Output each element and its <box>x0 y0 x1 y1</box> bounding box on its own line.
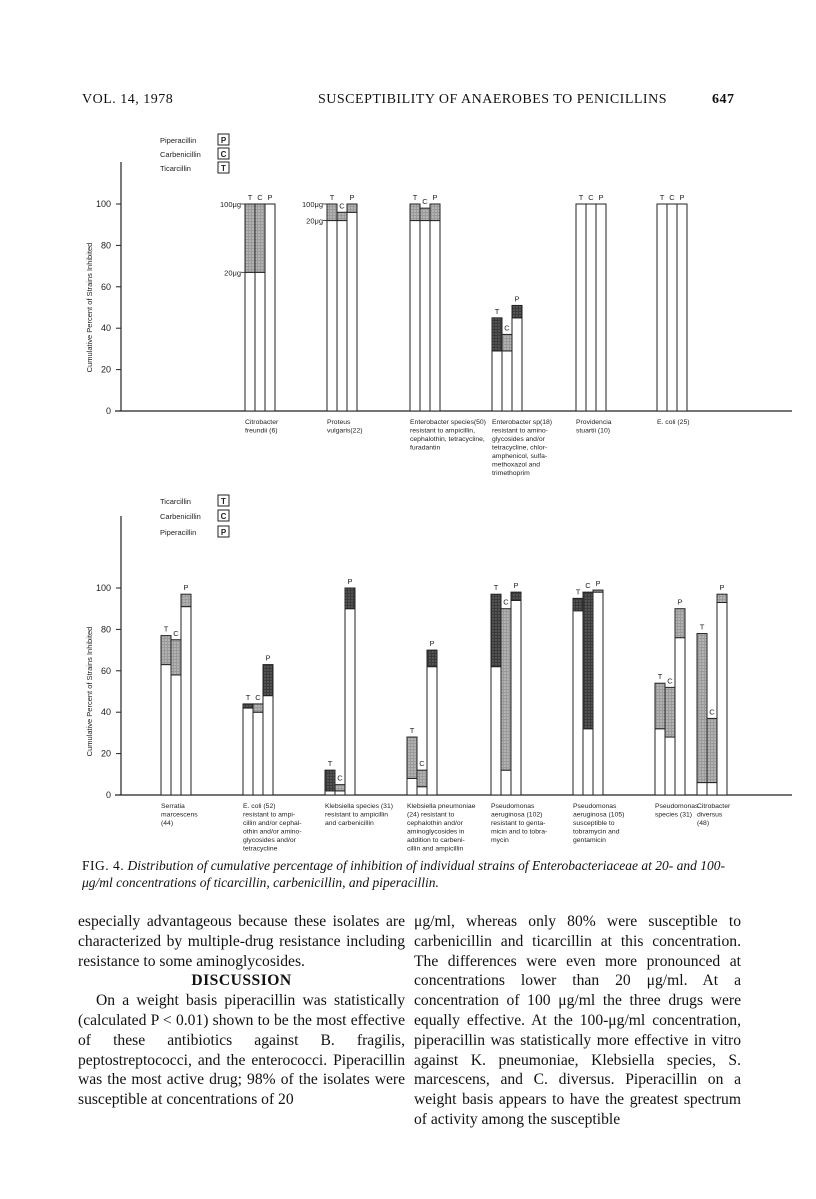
bar-100ug-increment <box>491 594 501 666</box>
category-label: micin and to tobra- <box>491 828 548 836</box>
category-label: Providencia <box>576 419 612 426</box>
category-label: diversus <box>697 811 723 819</box>
category-label: (44) <box>161 820 174 827</box>
legend-symbol: C <box>220 150 227 159</box>
bar-series-letter: P <box>183 583 189 593</box>
bar-series-letter: C <box>257 193 263 202</box>
category-label: aminoglycosides in <box>407 828 465 836</box>
bar-20ug <box>420 221 430 411</box>
category-label: vulgaris(22) <box>327 427 363 435</box>
bar-series-letter: P <box>267 193 273 202</box>
legend-label: Carbenicillin <box>160 150 201 159</box>
category-label: cillin and/or cephal- <box>243 820 302 827</box>
bar-series-letter: P <box>349 193 355 202</box>
y-axis-label: Cumulative Percent of Strains Inhibited <box>85 242 94 373</box>
bar-20ug <box>243 708 253 795</box>
bar-100ug-increment <box>407 737 417 778</box>
category-label: (24) resistant to <box>407 811 455 819</box>
bar-100ug-increment <box>573 598 583 610</box>
dose-label-high: 100μg <box>301 200 323 209</box>
bar-20ug <box>655 729 665 795</box>
bar-series-letter: T <box>412 193 418 202</box>
bar-100ug-increment <box>181 594 191 606</box>
bar-series-letter: P <box>719 583 725 593</box>
category-label: resistant to ampicillin, <box>410 427 475 435</box>
category-label: glycosides and/or <box>492 436 545 443</box>
bar-series-letter: C <box>422 197 428 207</box>
left-column <box>78 912 405 1110</box>
y-tick-label: 60 <box>100 665 111 676</box>
legend-symbol: C <box>220 512 227 521</box>
category-label: furadantin <box>410 444 441 452</box>
bar-20ug <box>263 696 273 795</box>
category-label: freundii (6) <box>245 427 278 435</box>
bar-20ug <box>576 204 586 411</box>
y-tick-label: 60 <box>100 281 111 292</box>
bar-100ug-increment <box>665 687 675 737</box>
legend-label: Piperacillin <box>160 528 197 537</box>
bar-20ug <box>407 778 417 795</box>
bar-series-letter: P <box>598 193 604 202</box>
bar-series-letter: T <box>327 759 333 769</box>
legend-symbol: T <box>221 497 226 506</box>
caption-label: FIG. 4. <box>82 858 125 873</box>
category-label: addition to carbeni- <box>407 837 465 844</box>
bar-20ug <box>586 204 596 411</box>
bar-20ug <box>181 607 191 795</box>
category-label: resistant to ampi- <box>243 811 296 819</box>
bar-series-letter: T <box>247 193 253 202</box>
caption-text: Distribution of cumulative percentage of inhibition of individual strains of Enterobacteriaceae at 20- and 100-μg/ml concentrations of ticarcillin, carbenicillin, and piperacillin. <box>82 858 725 890</box>
paragraph: On a weight basis piperacillin was statistically (calculated P < 0.01) shown to be the most effective of these antibiotics against B. fragilis, peptostreptococci, and the enterococci. Piperacillin was the most active drug; 98% of the isolates were susceptible at concentrations of 20 <box>78 992 405 1109</box>
bar-100ug-increment <box>593 590 603 592</box>
bar-series-letter: P <box>679 193 685 202</box>
bar-series-letter: P <box>677 597 683 607</box>
y-tick-label: 20 <box>100 364 111 375</box>
category-label: cillin and ampicillin <box>407 845 464 853</box>
bar-series-letter: C <box>419 759 425 769</box>
bar-series-letter: C <box>585 581 591 591</box>
bar-20ug <box>492 351 502 411</box>
category-label: mycin <box>491 837 509 844</box>
bar-20ug <box>511 600 521 795</box>
legend-label: Ticarcillin <box>160 164 191 173</box>
bar-100ug-increment <box>243 704 253 708</box>
bar-series-letter: T <box>578 193 584 202</box>
bar-series-letter: P <box>513 581 519 591</box>
bar-series-letter: P <box>595 579 601 589</box>
bar-100ug-increment <box>501 609 511 770</box>
category-label: cephalothin and/or <box>407 820 463 827</box>
running-head-volume: VOL. 14, 1978 <box>82 92 174 107</box>
bar-100ug-increment <box>697 634 707 783</box>
category-label: Serratia <box>161 803 185 810</box>
category-label: Klebsiella pneumoniae <box>407 803 476 810</box>
category-label: Proteus <box>327 419 351 426</box>
category-label: glycosides and/or <box>243 837 296 844</box>
bar-20ug <box>171 675 181 795</box>
category-label: Pseudomonas <box>491 803 535 810</box>
bar-series-letter: T <box>245 692 251 702</box>
bar-20ug <box>347 212 357 411</box>
bar-100ug-increment <box>511 592 521 600</box>
page-number: 647 <box>712 92 735 107</box>
bar-20ug <box>675 638 685 795</box>
bar-100ug-increment <box>337 212 347 220</box>
bar-series-letter: P <box>429 639 435 649</box>
y-tick-label: 0 <box>105 790 111 800</box>
category-label: susceptible to <box>573 820 615 827</box>
bar-20ug <box>573 611 583 795</box>
legend-symbol: P <box>220 528 227 537</box>
bar-20ug <box>717 602 727 795</box>
figure-caption <box>82 857 742 891</box>
category-label: (48) <box>697 820 710 827</box>
chart-bottom <box>85 495 792 853</box>
category-label: stuartii (10) <box>576 427 610 435</box>
paragraph: especially advantageous because these isolates are characterized by multiple-drug resistance including resistance to some aminoglycosides. <box>78 913 405 970</box>
bar-20ug <box>593 592 603 795</box>
bar-series-letter: P <box>347 577 353 586</box>
bar-100ug-increment <box>161 636 171 665</box>
bar-20ug <box>430 221 440 411</box>
bar-series-letter: C <box>337 773 343 783</box>
bar-20ug <box>161 665 171 795</box>
bar-20ug <box>583 729 593 795</box>
bar-100ug-increment <box>345 588 355 609</box>
category-label: tobramycin and <box>573 828 620 836</box>
bar-20ug <box>677 204 687 411</box>
y-tick-label: 100 <box>95 199 111 209</box>
bar-series-letter: T <box>329 193 335 202</box>
category-label: amphenicol, sulfa- <box>492 453 548 460</box>
bar-20ug <box>502 351 512 411</box>
bar-20ug <box>245 272 255 411</box>
running-head-title: SUSCEPTIBILITY OF ANAEROBES TO PENICILLINS <box>318 92 667 107</box>
y-tick-label: 100 <box>95 583 111 593</box>
category-label: tetracycline <box>243 845 278 853</box>
bar-20ug <box>327 221 337 411</box>
category-label: Citrobacter <box>697 803 731 810</box>
bar-20ug <box>265 204 275 411</box>
bar-20ug <box>512 318 522 411</box>
bar-series-letter: C <box>588 193 594 202</box>
bar-series-letter: T <box>494 306 500 316</box>
bar-series-letter: C <box>339 201 345 211</box>
paragraph: μg/ml, whereas only 80% were susceptible to carbenicillin and ticarcillin at this concentration. The differences were even more pronounced at concentrations lower than 20 μg/ml. At a concentration of 100 μg/ml the three drugs were equally effective. At the 100-μg/ml concentration, piperacillin was statistically more effective in vitro against K. pneumoniae, Klebsiella species, S. marcescens, and C. diversus. Piperacillin on a weight basis appears to have the greatest spectrum of activity among the susceptible <box>414 913 741 1128</box>
bar-100ug-increment <box>410 204 420 221</box>
bar-series-letter: C <box>255 692 261 702</box>
bar-100ug-increment <box>427 650 437 667</box>
legend-label: Ticarcillin <box>160 497 191 506</box>
bar-100ug-increment <box>327 204 337 221</box>
bar-series-letter: T <box>493 583 499 593</box>
bar-100ug-increment <box>263 665 273 696</box>
bar-20ug <box>345 609 355 795</box>
bar-series-letter: C <box>503 597 509 607</box>
category-label: marcescens <box>161 811 198 819</box>
category-label: and carbenicillin <box>325 820 374 827</box>
category-label: aeruginosa (102) <box>491 811 543 819</box>
bar-100ug-increment <box>492 318 502 351</box>
bar-series-letter: C <box>173 628 179 638</box>
section-heading: DISCUSSION <box>191 972 292 990</box>
bar-20ug <box>596 204 606 411</box>
bar-20ug <box>255 272 265 411</box>
legend-label: Carbenicillin <box>160 512 201 521</box>
category-label: trimethoprim <box>492 470 530 477</box>
bar-20ug <box>665 737 675 795</box>
category-label: E. coli (52) <box>243 803 276 810</box>
bar-20ug <box>337 221 347 411</box>
bar-series-letter: P <box>514 294 520 304</box>
category-label: tetracycline, chlor- <box>492 444 548 452</box>
category-label: Citrobacter <box>245 419 279 426</box>
bar-100ug-increment <box>583 592 593 729</box>
dose-label-low: 20μg <box>224 268 241 278</box>
bar-100ug-increment <box>512 305 522 317</box>
dose-label-low: 20μg <box>306 216 323 226</box>
bar-100ug-increment <box>717 594 727 602</box>
category-label: gentamicin <box>573 837 606 844</box>
bar-100ug-increment <box>420 208 430 220</box>
category-label: aeruginosa (105) <box>573 811 625 819</box>
bar-20ug <box>417 787 427 795</box>
bar-100ug-increment <box>255 204 265 272</box>
bar-100ug-increment <box>325 770 335 791</box>
bar-series-letter: C <box>504 323 510 333</box>
y-tick-label: 80 <box>100 240 111 251</box>
category-label: resistant to genta- <box>491 820 546 827</box>
bar-20ug <box>501 770 511 795</box>
bar-series-letter: T <box>699 622 705 632</box>
bar-series-letter: C <box>709 707 715 717</box>
category-label: Enterobacter sp(18) <box>492 419 553 426</box>
bar-20ug <box>707 783 717 795</box>
bar-100ug-increment <box>171 640 181 675</box>
bar-series-letter: C <box>669 193 675 202</box>
bar-100ug-increment <box>655 683 665 729</box>
bar-20ug <box>667 204 677 411</box>
y-tick-label: 0 <box>105 406 111 416</box>
bar-20ug <box>325 791 335 795</box>
category-label: resistant to amino- <box>492 427 548 435</box>
bar-20ug <box>657 204 667 411</box>
bar-series-letter: T <box>163 624 169 634</box>
category-label: resistant to ampicillin <box>325 811 389 819</box>
bar-series-letter: T <box>657 672 663 682</box>
bar-100ug-increment <box>502 334 512 351</box>
bar-series-letter: P <box>265 653 271 663</box>
bar-100ug-increment <box>675 609 685 638</box>
category-label: Pseudomonas <box>655 803 699 810</box>
category-label: methoxazol and <box>492 461 540 469</box>
bar-100ug-increment <box>253 704 263 712</box>
bar-series-letter: T <box>575 587 581 597</box>
chart-top <box>85 134 792 477</box>
category-label: cephalothin, tetracycline, <box>410 436 485 443</box>
legend-symbol: T <box>221 164 226 173</box>
y-tick-label: 80 <box>100 624 111 635</box>
bar-100ug-increment <box>347 204 357 212</box>
bar-100ug-increment <box>335 785 345 791</box>
bar-20ug <box>253 712 263 795</box>
bar-20ug <box>697 783 707 795</box>
bar-20ug <box>410 221 420 411</box>
category-label: othin and/or amino- <box>243 828 302 836</box>
legend-label: Piperacillin <box>160 136 197 145</box>
bar-100ug-increment <box>707 718 717 782</box>
dose-label-high: 100μg <box>219 200 241 209</box>
y-tick-label: 20 <box>100 748 111 759</box>
y-axis-label: Cumulative Percent of Strains Inhibited <box>85 626 94 757</box>
bar-100ug-increment <box>430 204 440 221</box>
legend-symbol: P <box>220 136 227 145</box>
y-tick-label: 40 <box>100 323 111 334</box>
bar-20ug <box>335 791 345 795</box>
bar-100ug-increment <box>417 770 427 787</box>
bar-series-letter: T <box>659 193 665 202</box>
bar-series-letter: T <box>409 726 415 736</box>
bar-series-letter: C <box>667 676 673 686</box>
category-label: E. coli (25) <box>657 419 690 426</box>
right-column <box>414 912 741 1130</box>
bar-series-letter: P <box>432 193 438 202</box>
category-label: Klebsiella species (31) <box>325 803 394 810</box>
bar-20ug <box>491 667 501 795</box>
bar-20ug <box>427 667 437 795</box>
y-tick-label: 40 <box>100 707 111 718</box>
bar-100ug-increment <box>245 204 255 272</box>
category-label: Pseudomonas <box>573 803 617 810</box>
category-label: species (31) <box>655 811 693 819</box>
category-label: Enterobacter species(50) <box>410 419 486 426</box>
